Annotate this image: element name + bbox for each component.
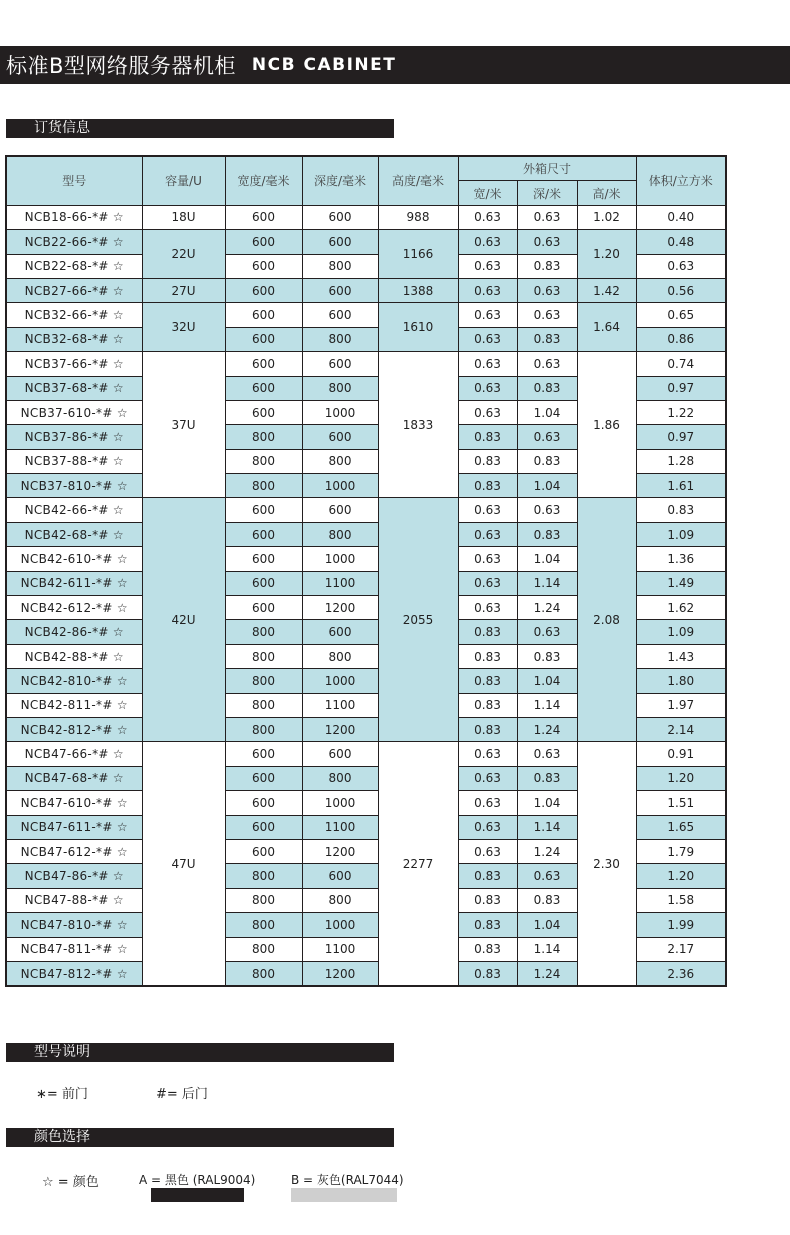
- color-a-label: A = 黑色 (RAL9004): [139, 1173, 256, 1187]
- col-depth: 深度/毫米: [302, 156, 378, 205]
- cell-model: NCB47-812-*# ☆: [6, 961, 142, 986]
- cell-outer-depth: 1.14: [517, 815, 577, 839]
- cell-depth: 800: [302, 254, 378, 278]
- cell-height: 1833: [378, 352, 458, 498]
- cell-width: 800: [225, 717, 302, 741]
- cell-outer-depth: 0.63: [517, 498, 577, 522]
- cell-depth: 600: [302, 425, 378, 449]
- cell-width: 600: [225, 303, 302, 327]
- cell-volume: 0.83: [636, 498, 726, 522]
- title-bar: [0, 46, 790, 84]
- cell-model: NCB37-68-*# ☆: [6, 376, 142, 400]
- cell-width: 800: [225, 693, 302, 717]
- cell-model: NCB42-66-*# ☆: [6, 498, 142, 522]
- table-row: [6, 205, 726, 229]
- cell-depth: 1200: [302, 596, 378, 620]
- cell-outer-width: 0.83: [458, 717, 517, 741]
- cell-volume: 0.63: [636, 254, 726, 278]
- cell-outer-depth: 0.63: [517, 205, 577, 229]
- cell-height: 1610: [378, 303, 458, 352]
- col-outer: 外箱尺寸: [458, 156, 636, 181]
- cell-depth: 1000: [302, 474, 378, 498]
- cell-depth: 800: [302, 327, 378, 351]
- cell-depth: 800: [302, 376, 378, 400]
- cell-outer-width: 0.63: [458, 498, 517, 522]
- cell-depth: 600: [302, 230, 378, 254]
- cell-width: 600: [225, 742, 302, 766]
- color-note: ☆ = 颜色: [42, 1175, 99, 1190]
- cell-model: NCB37-66-*# ☆: [6, 352, 142, 376]
- cell-volume: 1.79: [636, 839, 726, 863]
- cell-volume: 0.97: [636, 425, 726, 449]
- front-door-note: ∗= 前门: [36, 1087, 88, 1102]
- cell-width: 800: [225, 913, 302, 937]
- table-row: [6, 352, 726, 376]
- cell-volume: 1.09: [636, 620, 726, 644]
- cell-model: NCB42-611-*# ☆: [6, 571, 142, 595]
- cell-width: 800: [225, 888, 302, 912]
- cell-outer-width: 0.63: [458, 327, 517, 351]
- cell-outer-depth: 0.83: [517, 376, 577, 400]
- cell-volume: 1.49: [636, 571, 726, 595]
- cell-outer-width: 0.63: [458, 522, 517, 546]
- cell-model: NCB47-612-*# ☆: [6, 839, 142, 863]
- cell-volume: 0.74: [636, 352, 726, 376]
- cell-model: NCB22-66-*# ☆: [6, 230, 142, 254]
- cell-volume: 1.20: [636, 864, 726, 888]
- cell-outer-width: 0.63: [458, 303, 517, 327]
- col-outer-width: 宽/米: [458, 181, 517, 205]
- cell-width: 600: [225, 498, 302, 522]
- cell-outer-depth: 0.83: [517, 449, 577, 473]
- cell-outer-depth: 0.63: [517, 352, 577, 376]
- section-order-info: 订货信息: [6, 119, 394, 138]
- cell-volume: 1.99: [636, 913, 726, 937]
- cell-width: 800: [225, 669, 302, 693]
- cell-outer-width: 0.63: [458, 205, 517, 229]
- cell-outer-width: 0.63: [458, 400, 517, 424]
- cell-depth: 800: [302, 644, 378, 668]
- cell-outer-width: 0.83: [458, 669, 517, 693]
- cell-outer-width: 0.63: [458, 766, 517, 790]
- cell-model: NCB47-86-*# ☆: [6, 864, 142, 888]
- cell-capacity: 42U: [142, 498, 225, 742]
- back-door-note: #= 后门: [156, 1087, 208, 1102]
- cell-depth: 1000: [302, 400, 378, 424]
- cell-outer-width: 0.63: [458, 839, 517, 863]
- cell-outer-depth: 0.63: [517, 620, 577, 644]
- section-color: 颜色选择: [6, 1128, 394, 1147]
- cell-volume: 1.20: [636, 766, 726, 790]
- cell-outer-width: 0.83: [458, 864, 517, 888]
- cell-model: NCB42-88-*# ☆: [6, 644, 142, 668]
- section-model-desc: 型号说明: [6, 1043, 394, 1062]
- cell-volume: 2.17: [636, 937, 726, 961]
- cell-volume: 1.65: [636, 815, 726, 839]
- cell-outer-height: 1.86: [577, 352, 636, 498]
- cell-model: NCB42-612-*# ☆: [6, 596, 142, 620]
- cell-width: 600: [225, 791, 302, 815]
- cell-depth: 1100: [302, 693, 378, 717]
- cell-outer-depth: 1.04: [517, 791, 577, 815]
- cell-model: NCB32-68-*# ☆: [6, 327, 142, 351]
- cell-height: 1388: [378, 278, 458, 302]
- table-row: [6, 498, 726, 522]
- cell-outer-depth: 1.24: [517, 961, 577, 986]
- cell-volume: 1.61: [636, 474, 726, 498]
- cell-outer-width: 0.63: [458, 254, 517, 278]
- cell-outer-width: 0.63: [458, 571, 517, 595]
- col-height: 高度/毫米: [378, 156, 458, 205]
- cell-width: 600: [225, 522, 302, 546]
- cell-outer-height: 2.30: [577, 742, 636, 986]
- cell-depth: 1200: [302, 717, 378, 741]
- cell-depth: 1100: [302, 937, 378, 961]
- col-model: 型号: [6, 156, 142, 205]
- cell-outer-depth: 0.63: [517, 303, 577, 327]
- cell-width: 600: [225, 230, 302, 254]
- cell-depth: 600: [302, 864, 378, 888]
- cell-model: NCB42-810-*# ☆: [6, 669, 142, 693]
- cell-outer-width: 0.83: [458, 693, 517, 717]
- cell-outer-height: 1.02: [577, 205, 636, 229]
- table-row: [6, 742, 726, 766]
- cell-outer-width: 0.83: [458, 474, 517, 498]
- cell-outer-depth: 0.63: [517, 425, 577, 449]
- cell-depth: 1000: [302, 669, 378, 693]
- cell-width: 800: [225, 937, 302, 961]
- cell-width: 800: [225, 644, 302, 668]
- cell-outer-depth: 1.04: [517, 669, 577, 693]
- cell-outer-width: 0.63: [458, 791, 517, 815]
- cell-height: 2055: [378, 498, 458, 742]
- order-table-body: [6, 205, 726, 986]
- cell-height: 988: [378, 205, 458, 229]
- cell-volume: 1.28: [636, 449, 726, 473]
- cell-volume: 2.36: [636, 961, 726, 986]
- order-table: [5, 155, 727, 987]
- cell-outer-depth: 1.24: [517, 839, 577, 863]
- order-table-wrap: [5, 155, 725, 987]
- cell-capacity: 27U: [142, 278, 225, 302]
- cell-outer-depth: 0.63: [517, 230, 577, 254]
- cell-volume: 0.48: [636, 230, 726, 254]
- cell-outer-depth: 1.24: [517, 596, 577, 620]
- cell-volume: 1.51: [636, 791, 726, 815]
- cell-depth: 1200: [302, 839, 378, 863]
- cell-volume: 1.36: [636, 547, 726, 571]
- cell-depth: 600: [302, 278, 378, 302]
- cell-outer-width: 0.83: [458, 888, 517, 912]
- cell-capacity: 22U: [142, 230, 225, 279]
- color-swatch-black: [151, 1188, 244, 1202]
- cell-height: 1166: [378, 230, 458, 279]
- cell-depth: 1200: [302, 961, 378, 986]
- cell-model: NCB18-66-*# ☆: [6, 205, 142, 229]
- cell-depth: 1000: [302, 791, 378, 815]
- cell-depth: 600: [302, 205, 378, 229]
- col-outer-depth: 深/米: [517, 181, 577, 205]
- cell-width: 600: [225, 815, 302, 839]
- cell-outer-width: 0.63: [458, 596, 517, 620]
- cell-volume: 2.14: [636, 717, 726, 741]
- cell-model: NCB37-86-*# ☆: [6, 425, 142, 449]
- cell-width: 600: [225, 571, 302, 595]
- cell-height: 2277: [378, 742, 458, 986]
- cell-model: NCB32-66-*# ☆: [6, 303, 142, 327]
- cell-capacity: 18U: [142, 205, 225, 229]
- cell-outer-height: 1.42: [577, 278, 636, 302]
- cell-volume: 0.91: [636, 742, 726, 766]
- cell-model: NCB47-811-*# ☆: [6, 937, 142, 961]
- cell-depth: 1000: [302, 547, 378, 571]
- cell-volume: 1.58: [636, 888, 726, 912]
- cell-outer-width: 0.83: [458, 620, 517, 644]
- cell-outer-depth: 0.83: [517, 327, 577, 351]
- cell-outer-width: 0.83: [458, 425, 517, 449]
- cell-model: NCB42-812-*# ☆: [6, 717, 142, 741]
- cell-width: 600: [225, 327, 302, 351]
- cell-capacity: 32U: [142, 303, 225, 352]
- cell-depth: 800: [302, 449, 378, 473]
- cell-model: NCB37-810-*# ☆: [6, 474, 142, 498]
- cell-model: NCB47-68-*# ☆: [6, 766, 142, 790]
- cell-outer-depth: 0.83: [517, 766, 577, 790]
- cell-outer-depth: 0.83: [517, 522, 577, 546]
- cell-depth: 800: [302, 522, 378, 546]
- cell-outer-depth: 1.04: [517, 474, 577, 498]
- cell-width: 800: [225, 474, 302, 498]
- cell-outer-depth: 1.14: [517, 571, 577, 595]
- cell-width: 800: [225, 620, 302, 644]
- cell-model: NCB47-810-*# ☆: [6, 913, 142, 937]
- cell-volume: 0.97: [636, 376, 726, 400]
- cell-outer-width: 0.83: [458, 937, 517, 961]
- cell-outer-width: 0.63: [458, 278, 517, 302]
- cell-width: 600: [225, 278, 302, 302]
- cell-model: NCB37-88-*# ☆: [6, 449, 142, 473]
- cell-volume: 1.80: [636, 669, 726, 693]
- cell-model: NCB47-88-*# ☆: [6, 888, 142, 912]
- cell-depth: 600: [302, 303, 378, 327]
- cell-outer-depth: 1.04: [517, 547, 577, 571]
- cell-outer-depth: 1.04: [517, 400, 577, 424]
- cell-volume: 1.22: [636, 400, 726, 424]
- cell-width: 600: [225, 766, 302, 790]
- cell-volume: 0.86: [636, 327, 726, 351]
- cell-width: 800: [225, 864, 302, 888]
- cell-outer-depth: 0.83: [517, 254, 577, 278]
- cell-volume: 0.40: [636, 205, 726, 229]
- cell-outer-depth: 0.63: [517, 742, 577, 766]
- color-swatch-gray: [291, 1188, 397, 1202]
- cell-depth: 600: [302, 498, 378, 522]
- cell-model: NCB42-68-*# ☆: [6, 522, 142, 546]
- cell-width: 600: [225, 596, 302, 620]
- cell-outer-depth: 1.14: [517, 937, 577, 961]
- cell-depth: 600: [302, 352, 378, 376]
- cell-width: 800: [225, 961, 302, 986]
- cell-volume: 0.65: [636, 303, 726, 327]
- cell-outer-width: 0.63: [458, 230, 517, 254]
- cell-outer-width: 0.63: [458, 547, 517, 571]
- cell-model: NCB42-86-*# ☆: [6, 620, 142, 644]
- cell-capacity: 37U: [142, 352, 225, 498]
- cell-depth: 800: [302, 888, 378, 912]
- cell-outer-width: 0.63: [458, 352, 517, 376]
- col-capacity: 容量/U: [142, 156, 225, 205]
- cell-width: 800: [225, 449, 302, 473]
- table-row: [6, 303, 726, 327]
- cell-outer-width: 0.63: [458, 742, 517, 766]
- cell-width: 600: [225, 205, 302, 229]
- cell-model: NCB47-66-*# ☆: [6, 742, 142, 766]
- cell-model: NCB27-66-*# ☆: [6, 278, 142, 302]
- cell-model: NCB22-68-*# ☆: [6, 254, 142, 278]
- cell-outer-depth: 0.63: [517, 864, 577, 888]
- cell-volume: 1.09: [636, 522, 726, 546]
- cell-depth: 1100: [302, 571, 378, 595]
- cell-model: NCB47-610-*# ☆: [6, 791, 142, 815]
- cell-outer-height: 1.64: [577, 303, 636, 352]
- cell-outer-height: 2.08: [577, 498, 636, 742]
- table-row: [6, 278, 726, 302]
- page-title: 标准B型网络服务器机柜: [6, 54, 236, 78]
- cell-volume: 1.43: [636, 644, 726, 668]
- cell-outer-depth: 0.83: [517, 644, 577, 668]
- cell-depth: 1100: [302, 815, 378, 839]
- cell-depth: 1000: [302, 913, 378, 937]
- cell-width: 600: [225, 839, 302, 863]
- cell-outer-width: 0.63: [458, 376, 517, 400]
- col-outer-height: 高/米: [577, 181, 636, 205]
- page-title-en: NCB CABINET: [251, 55, 397, 75]
- cell-outer-depth: 0.63: [517, 278, 577, 302]
- cell-width: 600: [225, 547, 302, 571]
- cell-depth: 800: [302, 766, 378, 790]
- col-width: 宽度/毫米: [225, 156, 302, 205]
- cell-width: 600: [225, 400, 302, 424]
- cell-width: 600: [225, 376, 302, 400]
- cell-outer-height: 1.20: [577, 230, 636, 279]
- cell-model: NCB47-611-*# ☆: [6, 815, 142, 839]
- cell-outer-width: 0.63: [458, 815, 517, 839]
- cell-outer-depth: 1.04: [517, 913, 577, 937]
- cell-outer-width: 0.83: [458, 913, 517, 937]
- cell-width: 800: [225, 425, 302, 449]
- cell-outer-width: 0.83: [458, 961, 517, 986]
- cell-outer-width: 0.83: [458, 644, 517, 668]
- cell-capacity: 47U: [142, 742, 225, 986]
- cell-outer-width: 0.83: [458, 449, 517, 473]
- col-volume: 体积/立方米: [636, 156, 726, 205]
- cell-volume: 1.97: [636, 693, 726, 717]
- cell-model: NCB37-610-*# ☆: [6, 400, 142, 424]
- cell-outer-depth: 0.83: [517, 888, 577, 912]
- cell-model: NCB42-811-*# ☆: [6, 693, 142, 717]
- cell-width: 600: [225, 254, 302, 278]
- cell-volume: 1.62: [636, 596, 726, 620]
- cell-depth: 600: [302, 620, 378, 644]
- cell-outer-depth: 1.24: [517, 717, 577, 741]
- cell-outer-depth: 1.14: [517, 693, 577, 717]
- color-b-label: B = 灰色(RAL7044): [291, 1173, 404, 1187]
- cell-volume: 0.56: [636, 278, 726, 302]
- cell-width: 600: [225, 352, 302, 376]
- table-row: [6, 230, 726, 254]
- cell-model: NCB42-610-*# ☆: [6, 547, 142, 571]
- cell-depth: 600: [302, 742, 378, 766]
